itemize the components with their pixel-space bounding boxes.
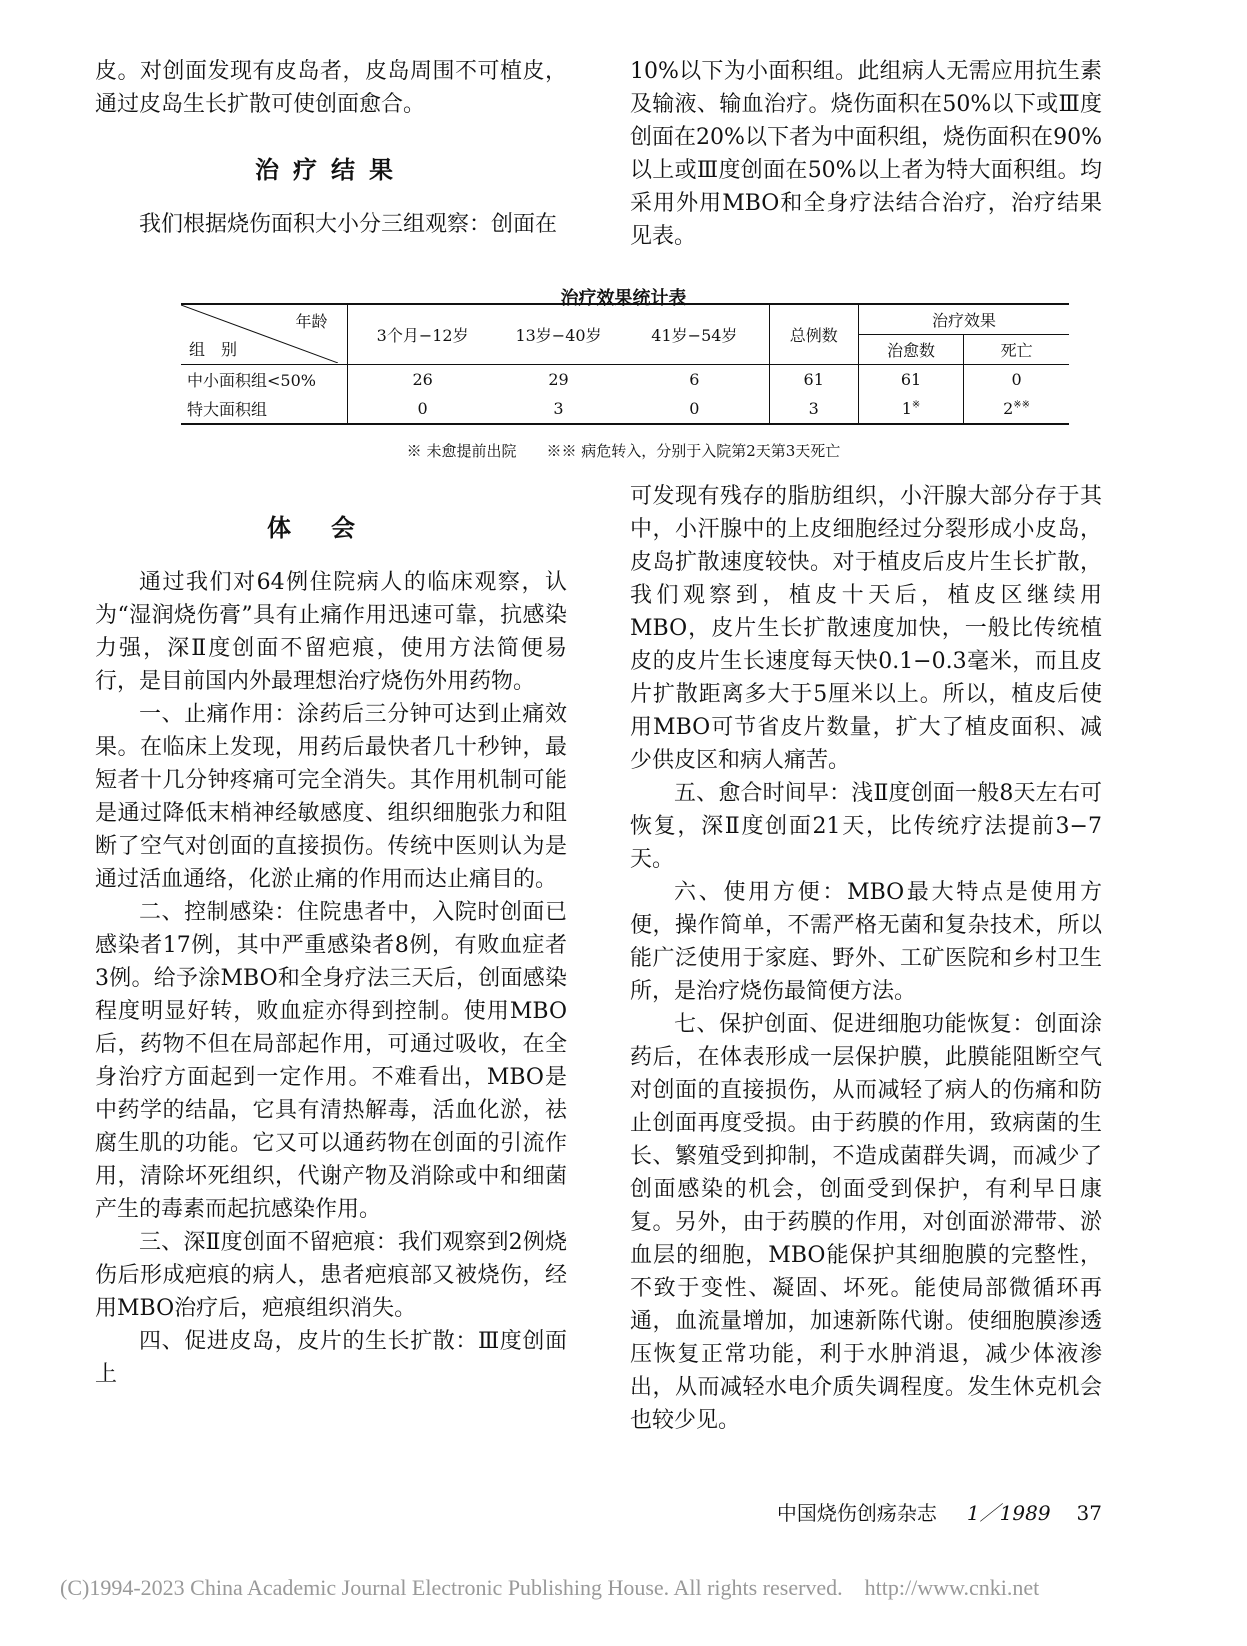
table-cell: 中小面积组<50% bbox=[187, 371, 316, 390]
paragraph: 10%以下为小面积组。此组病人无需应用抗生素及输液、输血治疗。烧伤面积在50%以下或Ⅲ度创面在20%以下者为中面积组，烧伤面积在90%以上或Ⅲ度创面在50%以上者为特大面积组。均采用外用MBO和全身疗法结合治疗，治疗结果见表。 bbox=[630, 59, 1102, 249]
bottom-left-column bbox=[95, 566, 567, 1391]
paragraph: 二、控制感染：住院患者中，入院时创面已感染者17例，其中严重感染者8例，有败血症者3例。给予涂MBO和全身疗法三天后，创面感染程度明显好转，败血症亦得到控制。使用MBO后，药物不但在局部起作用，可通过吸收，在全身治疗方面起到一定作用。不难看出，MBO是中药学的结晶，它具有清热解毒，活血化淤，祛腐生肌的功能。它又可以通药物在创面的引流作用，清除坏死组织，代谢产物及消除或中和细菌产生的毒素而起抗感染作用。 bbox=[95, 900, 567, 1222]
paragraph: 六、使用方便：MBO最大特点是使用方便，操作简单，不需严格无菌和复杂技术，所以能广泛使用于家庭、野外、工矿医院和乡村卫生所，是治疗烧伤最简便方法。 bbox=[630, 880, 1102, 1004]
paragraph: 七、保护创面、促进细胞功能恢复：创面涂药后，在体表形成一层保护膜，此膜能阻断空气对创面的直接损伤，从而减轻了病人的伤痛和防止创面再度受损。由于药膜的作用，致病菌的生长、繁殖受到抑制，不造成菌群失调，而减少了创面感染的机会，创面受到保护，有利早日康复。另外，由于药膜的作用，对创面淤滞带、淤血层的细胞，MBO能保护其细胞膜的完整性，不致于变性、凝固、坏死。能使局部微循环再通，血流量增加，加速新陈代谢。使细胞膜渗透压恢复正常功能，利于水肿消退，减少体液渗出，从而减轻水电介质失调程度。发生休克机会也较少见。 bbox=[630, 1012, 1102, 1433]
table-cell bbox=[964, 394, 1069, 424]
footnote-mark: ※※ bbox=[1013, 399, 1031, 411]
table-title: 治疗效果统计表 bbox=[560, 288, 687, 309]
table-cell: 0 bbox=[620, 394, 769, 424]
table-header-cell: 治愈数 bbox=[858, 335, 963, 365]
table-cell: 6 bbox=[689, 370, 700, 389]
table-note: ※ 未愈提前出院 ※※ 病危转入，分别于入院第2天第3天死亡 bbox=[406, 442, 841, 460]
page-footer bbox=[777, 1497, 1102, 1526]
table-cell: 特大面积组 bbox=[181, 394, 348, 424]
table-cell: 61 bbox=[769, 365, 858, 395]
paragraph: 三、深Ⅱ度创面不留疤痕：我们观察到2例烧伤后形成疤痕的病人，患者疤痕部又被烧伤，经用MBO治疗后，疤痕组织消失。 bbox=[95, 1230, 567, 1321]
paragraph: 四、促进皮岛，皮片的生长扩散：Ⅲ度创面上 bbox=[95, 1329, 567, 1387]
paragraph: 可发现有残存的脂肪组织，小汗腺大部分存于其中，小汗腺中的上皮细胞经过分裂形成小皮岛，皮岛扩散速度较快。对于植皮后皮片生长扩散，我们观察到，植皮十天后，植皮区继续用MBO，皮片生长扩散速度加快，一般比传统植皮的皮片生长速度每天快0.1−0.3毫米，而且皮片扩散距离多大于5厘米以上。所以，植皮后使用MBO可节省皮片数量，扩大了植皮面积、减少供皮区和病人痛苦。 bbox=[630, 484, 1102, 773]
table-cell: 0 bbox=[348, 394, 497, 424]
cell-value: 1 bbox=[901, 399, 912, 418]
table-header-cell: 治疗效果 bbox=[858, 304, 1069, 335]
results-table bbox=[181, 303, 1069, 425]
top-left-column bbox=[95, 55, 567, 121]
table-header-cell: 总例数 bbox=[769, 304, 858, 365]
table-header-cell: 41岁−54岁 bbox=[620, 304, 769, 365]
table-row bbox=[181, 365, 1069, 395]
results-intro-block bbox=[95, 208, 567, 241]
paragraph: 五、愈合时间早：浅Ⅱ度创面一般8天左右可恢复，深Ⅱ度创面21天，比传统疗法提前3−7天。 bbox=[630, 781, 1102, 872]
table-cell: 26 bbox=[348, 365, 497, 395]
table-header-cell: 死亡 bbox=[964, 335, 1069, 365]
results-heading: 治疗结果 bbox=[255, 156, 407, 184]
corner-bottom-label: 组 别 bbox=[189, 340, 238, 359]
footnote-mark: ※ bbox=[911, 399, 921, 411]
bottom-right-column bbox=[630, 480, 1102, 1437]
table-header-cell: 13岁−40岁 bbox=[497, 304, 620, 365]
table-cell: 0 bbox=[964, 365, 1069, 395]
table-cell: 3 bbox=[769, 394, 858, 424]
page-number: 37 bbox=[1076, 1501, 1102, 1525]
top-right-column bbox=[630, 55, 1102, 253]
paragraph: 皮。对创面发现有皮岛者，皮岛周围不可植皮，通过皮岛生长扩散可使创面愈合。 bbox=[95, 59, 567, 117]
table-header-cell: 3个月−12岁 bbox=[348, 304, 497, 365]
table-cell bbox=[858, 394, 963, 424]
corner-top-label: 年龄 bbox=[295, 312, 328, 331]
issue-number: 1／1989 bbox=[966, 1501, 1051, 1525]
table-row bbox=[181, 394, 1069, 424]
copyright-line: (C)1994-2023 China Academic Journal Electronic Publishing House. All rights reserved. http://www.cnki.net bbox=[60, 1575, 1040, 1600]
paragraph: 我们根据烧伤面积大小分三组观察：创面在 bbox=[139, 212, 558, 237]
paragraph: 一、止痛作用：涂药后三分钟可达到止痛效果。在临床上发现，用药后最快者几十秒钟，最短者十几分钟疼痛可完全消失。其作用机制可能是通过降低末梢神经敏感度、组织细胞张力和阻断了空气对创面的直接损伤。传统中医则认为是通过活血通络，化淤止痛的作用而达止痛目的。 bbox=[95, 702, 567, 892]
cell-value: 2 bbox=[1003, 399, 1014, 418]
table-cell: 61 bbox=[858, 365, 963, 395]
paragraph: 通过我们对64例住院病人的临床观察，认为“湿润烧伤膏”具有止痛作用迅速可靠，抗感染力强，深Ⅱ度创面不留疤痕，使用方法简便易行，是目前国内外最理想治疗烧伤外用药物。 bbox=[95, 570, 567, 694]
table-cell: 3 bbox=[497, 394, 620, 424]
journal-name: 中国烧伤创疡杂志 bbox=[776, 1501, 937, 1525]
table-corner-cell bbox=[181, 304, 348, 365]
discussion-heading: 体会 bbox=[267, 514, 395, 542]
table-cell: 29 bbox=[548, 370, 569, 389]
